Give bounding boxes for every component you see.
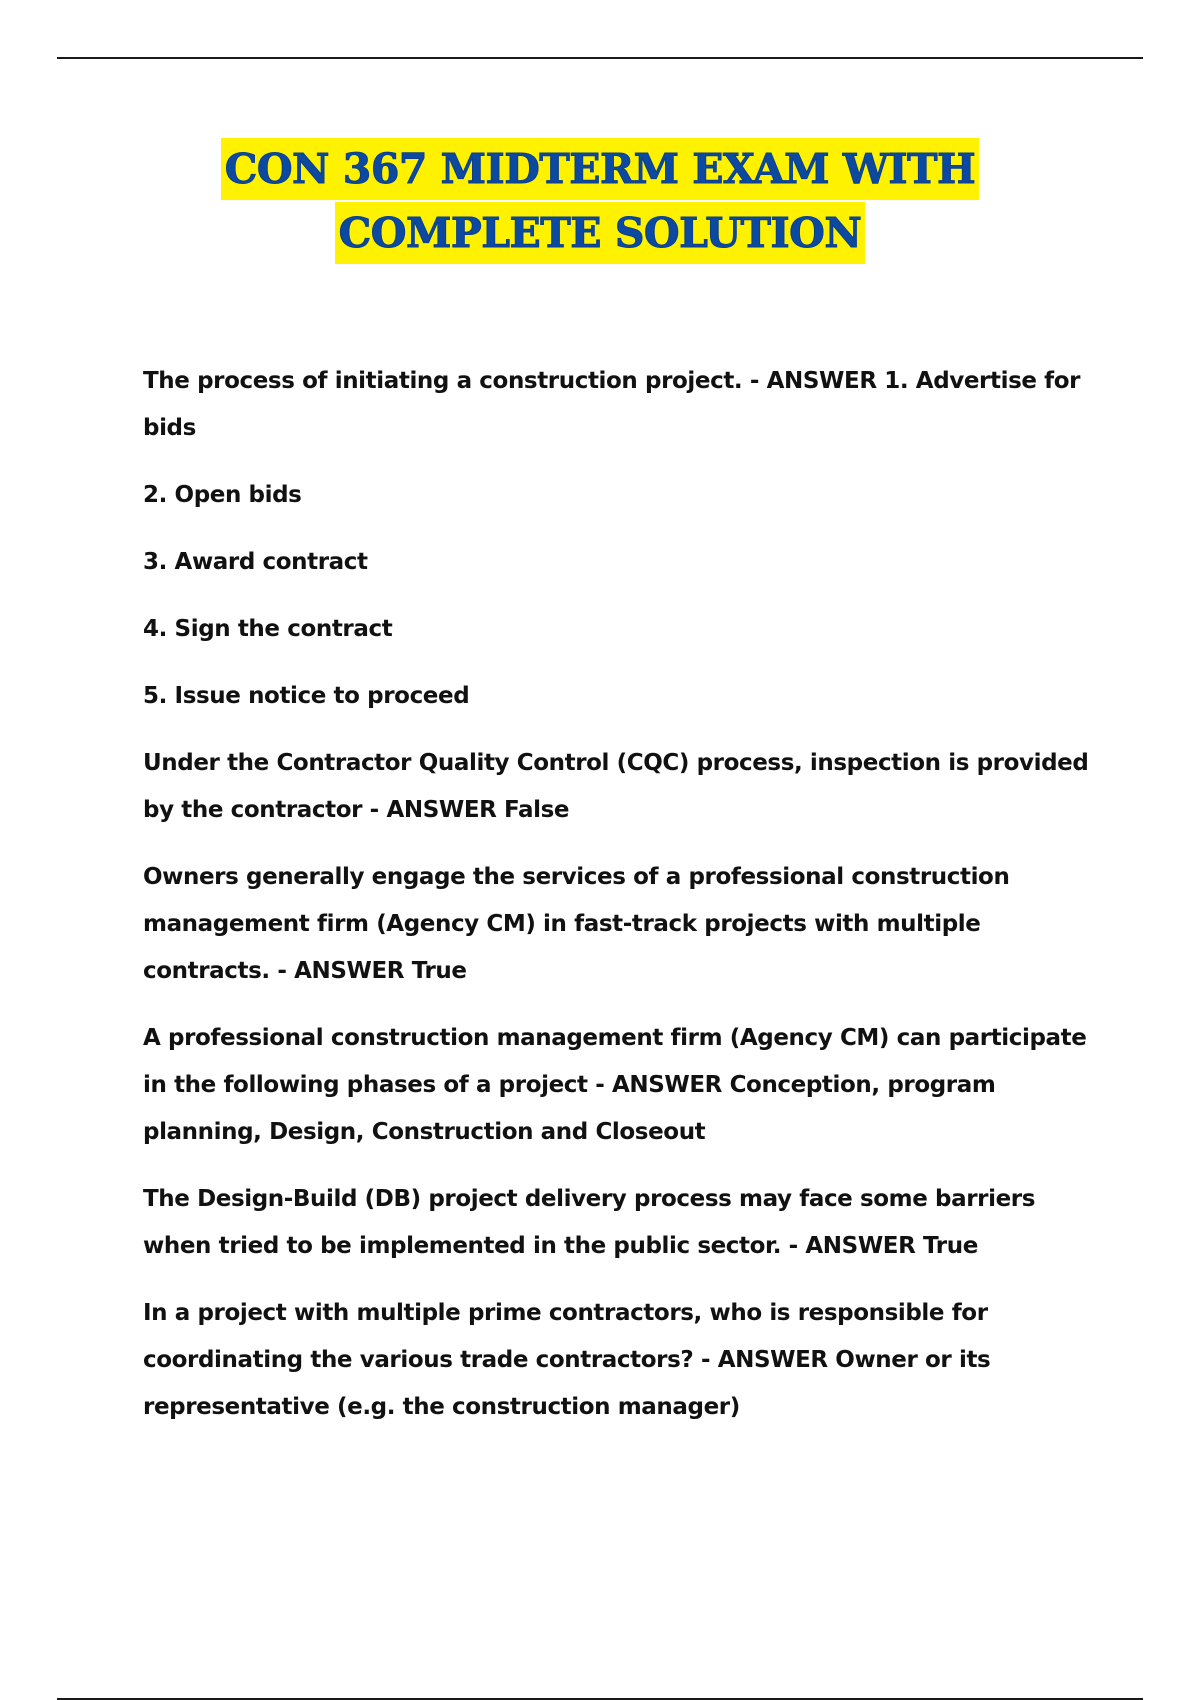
document-body [143,358,1093,1451]
answer-step-4: 4. Sign the contract [143,616,393,642]
document-title [0,138,1200,264]
title-line-1: CON 367 MIDTERM EXAM WITH [221,138,980,200]
question-initiating-project: The process of initiating a construction project. - ANSWER 1. Advertise for bids [143,368,1081,441]
top-rule [57,57,1143,59]
question-agency-cm-phases: A professional construction management firm (Agency CM) can participate in the following phases of a project - ANSWER Conception, program planning, Design, Construction and Closeout [143,1025,1087,1145]
question-cqc-inspection: Under the Contractor Quality Control (CQC) process, inspection is provided by the contractor - ANSWER False [143,750,1089,823]
question-multiple-prime-contractors: In a project with multiple prime contractors, who is responsible for coordinating the various trade contractors? - ANSWER Owner or its representative (e.g. the construction manager) [143,1300,991,1420]
title-line-2: COMPLETE SOLUTION [335,202,866,264]
answer-step-5: 5. Issue notice to proceed [143,683,470,709]
answer-step-3: 3. Award contract [143,549,368,575]
question-design-build-barriers: The Design-Build (DB) project delivery process may face some barriers when tried to be implemented in the public sector. - ANSWER True [143,1186,1036,1259]
answer-step-2: 2. Open bids [143,482,302,508]
question-agency-cm-fast-track: Owners generally engage the services of a professional construction management firm (Agency CM) in fast-track projects with multiple contracts. - ANSWER True [143,864,1010,984]
